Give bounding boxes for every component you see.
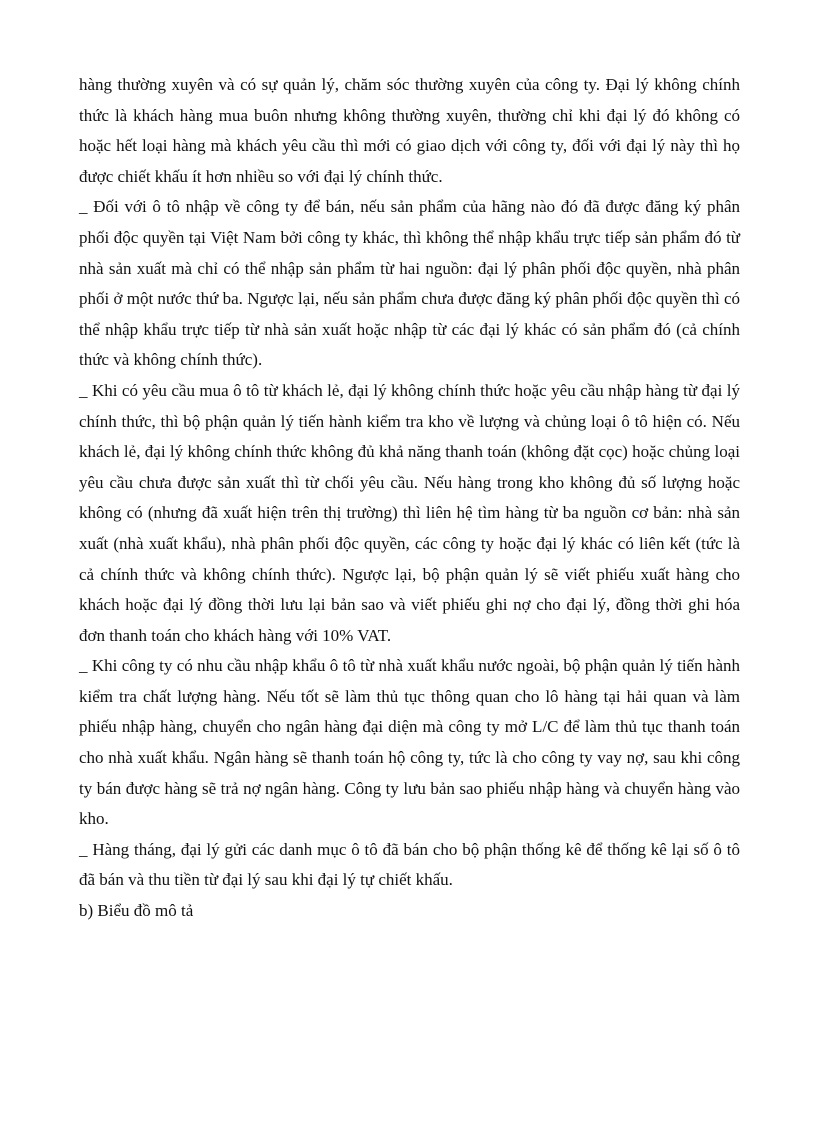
paragraph-monthly-report: _ Hàng tháng, đại lý gửi các danh mục ô tô đã bán cho bộ phận thống kê để thống kê lại số ô tô đã bán và thu tiền từ đại lý sau khi đại lý tự chiết khấu. <box>79 839 740 890</box>
section-heading: b) Biểu đồ mô tả <box>79 901 194 921</box>
paragraph-import-process: _ Khi công ty có nhu cầu nhập khẩu ô tô từ nhà xuất khẩu nước ngoài, bộ phận quản lý tiến hành kiểm tra chất lượng hàng. Nếu tốt sẽ làm thủ tục thông quan cho lô hàng tại hải quan và làm phiếu nhập hàng, chuyển cho ngân hàng đại diện mà công ty mở L/C để làm thủ tục thanh toán cho nhà xuất khẩu. Ngân hàng sẽ thanh toán hộ công ty, tức là cho công ty vay nợ, sau khi công ty bán được hàng sẽ trả nợ ngân hàng. Công ty lưu bản sao phiếu nhập hàng và chuyển hàng vào kho. <box>79 656 740 829</box>
paragraph-dealer-types: hàng thường xuyên và có sự quản lý, chăm sóc thường xuyên của công ty. Đại lý không chính thức là khách hàng mua buôn nhưng không thường xuyên, thường chỉ khi đại lý đó không có hoặc hết loại hàng mà khách yêu cầu thì mới có giao dịch với công ty, đối với đại lý này thì họ được chiết khấu ít hơn nhiều so với đại lý chính thức. <box>79 75 740 186</box>
paragraph-purchase-request: _ Khi có yêu cầu mua ô tô từ khách lẻ, đại lý không chính thức hoặc yêu cầu nhập hàng từ đại lý chính thức, thì bộ phận quản lý tiến hành kiểm tra kho về lượng và chủng loại ô tô hiện có. Nếu khách lẻ, đại lý không chính thức không đủ khả năng thanh toán (không đặt cọc) hoặc chủng loại yêu cầu chưa được sản xuất thì từ chối yêu cầu. Nếu hàng trong kho không đủ số lượng hoặc không có (nhưng đã xuất hiện trên thị trường) thì liên hệ tìm hàng từ ba nguồn cơ bản: nhà sản xuất (nhà xuất khẩu), nhà phân phối độc quyền, các công ty hoặc đại lý khác có liên kết (tức là cả chính thức và không chính thức). Ngược lại, bộ phận quản lý sẽ viết phiếu xuất hàng cho khách hoặc đại lý đồng thời lưu lại bản sao và viết phiếu ghi nợ cho đại lý, đồng thời ghi hóa đơn thanh toán cho khách hàng với 10% VAT. <box>79 380 740 645</box>
document-body <box>79 70 740 927</box>
paragraph-import-sources: _ Đối với ô tô nhập về công ty để bán, nếu sản phẩm của hãng nào đó đã được đăng ký phân phối độc quyền tại Việt Nam bởi công ty khác, thì không thể nhập khẩu trực tiếp sản phẩm đó từ nhà sản xuất mà chỉ có thể nhập sản phẩm từ hai nguồn: đại lý phân phối độc quyền, nhà phân phối ở một nước thứ ba. Ngược lại, nếu sản phẩm chưa được đăng ký phân phối độc quyền thì có thể nhập khẩu trực tiếp từ nhà sản xuất hoặc nhập từ các đại lý khác có sản phẩm đó (cả chính thức và không chính thức). <box>79 197 740 370</box>
